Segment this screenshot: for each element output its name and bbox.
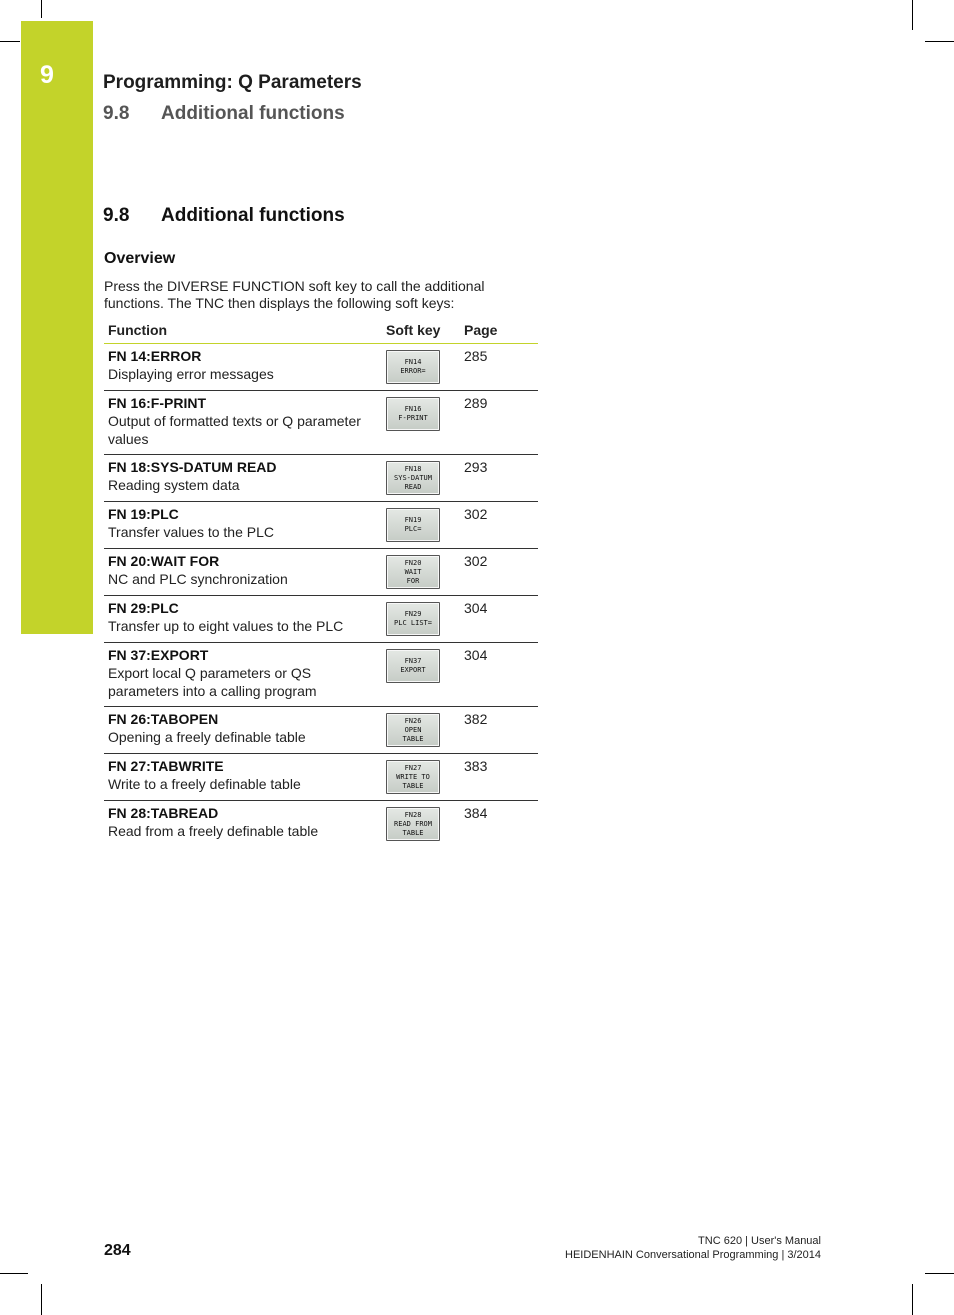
function-cell: [104, 549, 382, 596]
softkey-label: READ FROM: [394, 819, 432, 828]
function-description: Output of formatted texts or Q parameter values: [108, 413, 361, 447]
function-cell: [104, 502, 382, 549]
softkey-label: FN18: [404, 464, 422, 473]
table-row: [104, 502, 538, 549]
intro-paragraph: Press the DIVERSE FUNCTION soft key to call the additional functions. The TNC then displays the following soft keys:: [104, 278, 485, 311]
page-cell: 285: [460, 344, 538, 391]
softkey-label: READ: [404, 482, 422, 491]
function-cell: [104, 455, 382, 502]
table-row: [104, 344, 538, 391]
function-name: FN 16:F-PRINT: [108, 395, 206, 411]
softkey-cell: [382, 801, 460, 848]
footer-line-2: HEIDENHAIN Conversational Programming | 3/2014: [565, 1249, 821, 1261]
function-description: Read from a freely definable table: [108, 823, 319, 839]
function-description: Write to a freely definable table: [108, 776, 301, 792]
page-cell: 304: [460, 596, 538, 643]
function-name: FN 29:PLC: [108, 600, 179, 616]
softkey-label: PLC LIST=: [394, 619, 432, 627]
softkey-label: WAIT: [404, 567, 422, 576]
softkey-label: WRITE TO: [396, 772, 430, 781]
running-header-section: [103, 103, 345, 125]
softkey-label: FN29: [404, 610, 422, 618]
softkey-label: FN14: [404, 358, 422, 366]
table-row: [104, 455, 538, 502]
function-name: FN 18:SYS-DATUM READ: [108, 459, 277, 475]
table-row: [104, 391, 538, 455]
crop-mark: [0, 41, 20, 42]
crop-mark: [0, 1273, 28, 1274]
section-heading: [103, 205, 345, 227]
function-cell: [104, 596, 382, 643]
function-cell: [104, 643, 382, 707]
table-row: [104, 549, 538, 596]
functions-table: [104, 318, 538, 847]
column-header-page: Page: [460, 318, 538, 344]
function-description: Transfer values to the PLC: [108, 524, 275, 540]
softkey-button[interactable]: [386, 807, 440, 841]
function-description: Reading system data: [108, 477, 240, 493]
softkey-label: FN37: [404, 657, 422, 665]
page-number: 284: [104, 1242, 131, 1259]
softkey-button[interactable]: [386, 649, 440, 683]
softkey-cell: [382, 549, 460, 596]
subheading: Overview: [104, 250, 176, 267]
softkey-label: F-PRINT: [398, 414, 428, 422]
softkey-cell: [382, 643, 460, 707]
softkey-label: EXPORT: [400, 666, 426, 674]
column-header-softkey: Soft key: [382, 318, 460, 344]
softkey-label: FN27: [404, 763, 422, 772]
function-cell: [104, 801, 382, 848]
running-header-section-number: 9.8: [103, 103, 130, 124]
column-header-function: Function: [104, 318, 382, 344]
section-title: Additional functions: [161, 205, 345, 226]
function-name: FN 27:TABWRITE: [108, 758, 224, 774]
running-header-title: Programming: Q Parameters: [103, 72, 362, 93]
softkey-label: FOR: [406, 576, 420, 585]
softkey-label: TABLE: [402, 781, 424, 790]
softkey-label: TABLE: [402, 734, 424, 743]
function-cell: [104, 344, 382, 391]
table-row: [104, 643, 538, 707]
softkey-button[interactable]: [386, 555, 440, 589]
softkey-label: FN16: [404, 405, 422, 413]
crop-mark: [912, 0, 913, 30]
function-description: Displaying error messages: [108, 366, 274, 382]
softkey-cell: [382, 754, 460, 801]
table-row: [104, 707, 538, 754]
table-header-row: [104, 318, 538, 344]
function-name: FN 26:TABOPEN: [108, 711, 219, 727]
page-cell: 302: [460, 502, 538, 549]
softkey-button[interactable]: [386, 461, 440, 495]
softkey-label: FN28: [404, 810, 422, 819]
function-name: FN 19:PLC: [108, 506, 179, 522]
function-cell: [104, 391, 382, 455]
softkey-cell: [382, 707, 460, 754]
softkey-label: SYS-DATUM: [394, 473, 432, 482]
softkey-button[interactable]: [386, 760, 440, 794]
function-name: FN 14:ERROR: [108, 348, 202, 364]
softkey-button[interactable]: [386, 350, 440, 384]
page-cell: 302: [460, 549, 538, 596]
softkey-cell: [382, 596, 460, 643]
table-row: [104, 596, 538, 643]
softkey-label: PLC=: [404, 525, 422, 533]
page-cell: 304: [460, 643, 538, 707]
chapter-sidebar: [21, 21, 93, 634]
page-cell: 384: [464, 805, 488, 821]
function-description: Opening a freely definable table: [108, 729, 306, 745]
running-header-section-title: Additional functions: [161, 103, 345, 124]
crop-mark: [912, 1284, 913, 1315]
function-cell: [104, 754, 382, 801]
function-name: FN 28:TABREAD: [108, 805, 219, 821]
function-name: FN 37:EXPORT: [108, 647, 209, 663]
table-row: [104, 754, 538, 801]
softkey-label: TABLE: [402, 828, 424, 837]
softkey-label: FN20: [404, 558, 422, 567]
softkey-button[interactable]: [386, 713, 440, 747]
function-cell: [104, 707, 382, 754]
function-description: Export local Q parameters or QS parameters into a calling program: [108, 665, 317, 699]
crop-mark: [925, 1273, 954, 1274]
footer-line-1: TNC 620 | User's Manual: [698, 1235, 821, 1247]
section-number: 9.8: [103, 205, 130, 226]
function-name: FN 20:WAIT FOR: [108, 553, 220, 569]
chapter-number: 9: [40, 61, 54, 89]
page-cell: 293: [460, 455, 538, 502]
softkey-button[interactable]: [386, 508, 440, 542]
softkey-button[interactable]: [386, 397, 440, 431]
softkey-cell: [382, 391, 460, 455]
crop-mark: [925, 41, 954, 42]
softkey-label: OPEN: [404, 725, 422, 734]
page-cell: 383: [460, 754, 538, 801]
page-cell: 289: [460, 391, 538, 455]
table-row: [104, 801, 538, 848]
softkey-label: FN19: [404, 516, 422, 524]
softkey-cell: [382, 344, 460, 391]
crop-mark: [41, 0, 42, 18]
footer: [565, 1234, 821, 1262]
softkey-label: ERROR=: [400, 367, 426, 375]
softkey-cell: [382, 502, 460, 549]
softkey-cell: [382, 455, 460, 502]
crop-mark: [41, 1284, 42, 1315]
page-cell: 382: [460, 707, 538, 754]
softkey-button[interactable]: [386, 602, 440, 636]
function-description: NC and PLC synchronization: [108, 571, 288, 587]
function-description: Transfer up to eight values to the PLC: [108, 618, 344, 634]
softkey-label: FN26: [404, 716, 422, 725]
